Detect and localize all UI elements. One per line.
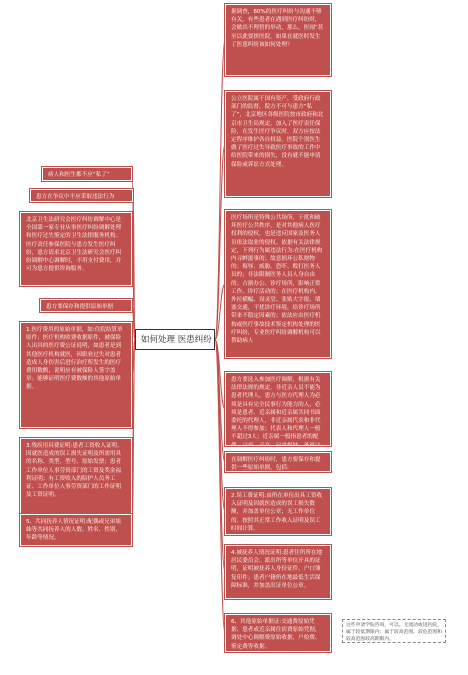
node-text: 病人和医生都不应“私了” — [48, 172, 110, 178]
center-topic-label: 如何处理 医患纠纷 — [141, 335, 212, 345]
right-node-4[interactable] — [225, 372, 331, 449]
node-text: 1.医疗费用的原始单据，如:住院结算单原件；医疗机构收费收据原件，被保险人出具的医疗费公证说明，如患者是到其他医疗机构就医，因职业过失对患者造成人身伤害后进行治疗所发生的医疗费用数额，说明应有被保险人签字盖章；能够证明医疗费数额的其他原始单据。 — [26, 327, 123, 391]
right-node-2[interactable] — [225, 91, 331, 197]
floating-note[interactable] — [342, 619, 446, 643]
node-text: 3.残疾用具费证明:患者工资收入证明、因就医造成的误工损失证明及所需用具的名称、类型、型号、原始发票；患者工作单位人事劳资部门的工资及奖金福利证明；有工资收入的陪护人员务工证、工作单位人事劳资部门的工作证明及工资证明。 — [26, 443, 123, 499]
connector-right-8 — [215, 340, 225, 634]
left-node-6[interactable] — [20, 438, 132, 514]
left-node-2[interactable] — [30, 189, 133, 202]
node-text: 患方要选入参加医疗调解，根据有关法律法规的规定，非近亲人员不能为患者代理人，患方与医方代理人为必须是具有完全民事行为能力的人，必须是患者、近亲属和近亲属共同书面委托的代理人，非近亲属代表和非代理人不得参加；代表人和代理人一般不超过3人；近亲属一般指患者的配偶、父母、子女，兄弟姐妹、外祖父 — [231, 377, 321, 449]
connector-right-1 — [215, 40, 225, 340]
node-text: 在调解医疗纠纷时，患方要保存和提供一些原始单据，包括: — [231, 457, 321, 472]
node-text: 2.误工费证明:由所在单位出具工资收入证明及因就医造成的误工损失数额，并加盖单位公章；无工作单位的，按照其正常工作收入证明及误工时间计算。 — [231, 493, 323, 532]
right-node-1[interactable] — [225, 4, 331, 76]
connector-left-7 — [132, 340, 135, 531]
right-node-6[interactable] — [225, 488, 331, 535]
center-topic[interactable] — [135, 329, 215, 350]
node-text: 据调查，80%的医疗纠纷与沟通不够有关，有些患者在遇到医疗纠纷时，会做出不理智的举动，那么，医闹”甚至以此要挟医院。如果在就医时发生了医患纠纷该如何处理？ — [231, 9, 324, 48]
left-node-4[interactable] — [40, 299, 132, 312]
left-node-3[interactable] — [20, 212, 132, 286]
node-text: 医疗场所是特殊公共场所，干扰和破坏医疗公共秩序，是对其他病人医疗权利的侵权，也是违反国家及医务人员依法取业的侵权。依据有关法律规定，下列行为属违法行为:在医疗机构内寻衅滋事的；故意损坏公私财物的；侮辱、威胁、恐吓、殴打医务人员的；非法限制医务人员人身自由的；占据办公、诊疗场所，影响正常工作、诊疗活动的；在医疗机构内、外拉横幅、设灵堂、张贴大字报、堵塞交通，干扰诊疗环境，给诊疗场所带来不稳定因素的；依法应由医疗机构或医疗事故技术鉴定机构处理的医疗纠纷，专业医疗纠纷调解机构可以帮助病人 — [231, 215, 323, 345]
right-node-5[interactable] — [225, 452, 331, 472]
left-node-7[interactable] — [20, 514, 132, 546]
left-node-5[interactable] — [20, 322, 132, 428]
right-node-7[interactable] — [225, 545, 331, 599]
right-node-3[interactable] — [225, 210, 331, 358]
right-node-8[interactable] — [225, 614, 331, 652]
node-text: 患方要保存和提供原始单据 — [46, 304, 114, 310]
node-text: 北京卫生法研究会医疗纠纷调解中心是全国第一家专业从事医疗纠纷调解处理和医疗过失鉴定的卫生法律服务机构。医疗责任参保医院与患方发生医疗纠纷，患方请求北京卫生法研究会医疗纠纷调解中心调解时，不用支付费用，并可为患方提供咨询服务。 — [26, 217, 122, 273]
left-node-1[interactable] — [42, 167, 132, 181]
node-text: 6、其他原始单据证:交通费原始凭据、患者或近亲属住宿费原始凭据，调处中心调解费原始收据，户检费、鉴定费等收据。 — [231, 619, 321, 650]
node-text: 5、共同抚养人情况证明:配偶或兄弟姐妹等共同抚养人的人数、姓名、性别、年龄等情况。 — [26, 519, 122, 542]
node-text: 公立医院属于国有资产，受政府行政部门的监督，院方不可与患方“私了”，北京地区各级医院按市政府和北京市卫生局规定，加入了医疗责任保险，在发生医疗争议时，双方应按法定程序维护各自权益。医院个别医生做了医疗过失导致医疗事故的工作中给医院带来的损失，没有就不能申请保险或诉讼方式处理。 — [231, 96, 324, 168]
note-text: 这些申请学院咨询，可以。无流动或进医院，属于较低期限内；属于较高范围。较危范围和较高范围较高期限内。 — [346, 623, 442, 642]
node-text: 4.被抚养人情况证明:患者住所所在地居民委员会、派出所等单位开具的证明，证明被抚养人身份证件、户口簿复印件；患者户籍所在地最低生活保障标准，并加盖出证单位公章。 — [231, 550, 323, 589]
node-text: 患方在争议中不应采取违法行为 — [36, 194, 115, 200]
